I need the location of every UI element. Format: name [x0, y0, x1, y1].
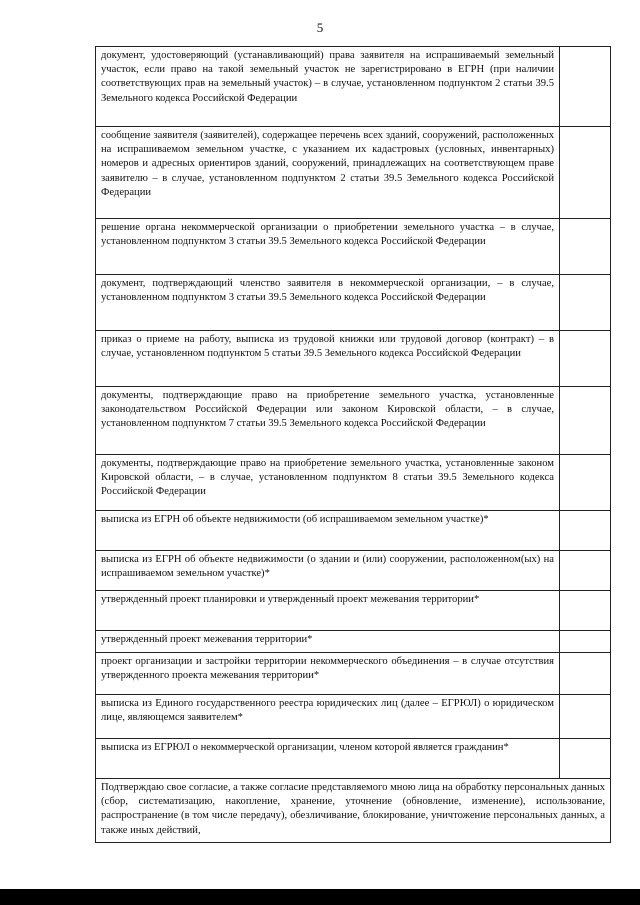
document-description: сообщение заявителя (заявителей), содержащее перечень всех зданий, сооружений, расположенных на испрашиваемом земельном участке, с указанием их кадастровых (условных, инвентарных) номеров и адресных ориентиров зданий, сооружений, принадлежащих на соответствующем праве заявителю – в случае, установленном подпунктом 2 статьи 39.5 Земельного кодекса Российской Федерации	[96, 127, 560, 219]
checkbox-cell[interactable]	[560, 387, 611, 455]
document-description: утвержденный проект планировки и утвержденный проект межевания территории*	[96, 591, 560, 631]
checkbox-cell[interactable]	[560, 127, 611, 219]
document-description: документ, подтверждающий членство заявителя в некоммерческой организации, – в случае, установленном подпунктом 3 статьи 39.5 Земельного кодекса Российской Федерации	[96, 275, 560, 331]
documents-table-body	[96, 47, 611, 843]
document-row	[96, 551, 611, 591]
checkbox-cell[interactable]	[560, 331, 611, 387]
document-row	[96, 455, 611, 511]
document-row	[96, 511, 611, 551]
checkbox-cell[interactable]	[560, 455, 611, 511]
document-description: документ, удостоверяющий (устанавливающий) права заявителя на испрашиваемый земельный участок, если право на такой земельный участок не зарегистрировано в ЕГРН (при наличии соответствующих прав на земельный участок) – в случае, установленном подпунктом 2 статьи 39.5 Земельного кодекса Российской Федерации	[96, 47, 560, 127]
checkbox-cell[interactable]	[560, 739, 611, 779]
checkbox-cell[interactable]	[560, 511, 611, 551]
document-description: приказ о приеме на работу, выписка из трудовой книжки или трудовой договор (контракт) – в случае, установленном подпунктом 5 статьи 39.5 Земельного кодекса Российской Федерации	[96, 331, 560, 387]
document-description: решение органа некоммерческой организации о приобретении земельного участка – в случае, установленном подпунктом 3 статьи 39.5 Земельного кодекса Российской Федерации	[96, 219, 560, 275]
checkbox-cell[interactable]	[560, 695, 611, 739]
document-row	[96, 219, 611, 275]
checkbox-cell[interactable]	[560, 551, 611, 591]
document-description: выписка из Единого государственного реестра юридических лиц (далее – ЕГРЮЛ) о юридическом лице, являющемся заявителем*	[96, 695, 560, 739]
document-row	[96, 591, 611, 631]
consent-text: Подтверждаю свое согласие, а также согласие представляемого мною лица на обработку персональных данных (сбор, систематизацию, накопление, хранение, уточнение (обновление, изменение), использование, распространение (в том числе передачу), обезличивание, блокирование, уничтожение персональных данных, а также иных действий,	[96, 779, 611, 843]
document-description: проект организации и застройки территории некоммерческого объединения – в случае отсутствия утвержденного проекта межевания территории*	[96, 653, 560, 695]
checkbox-cell[interactable]	[560, 47, 611, 127]
document-description: выписка из ЕГРН об объекте недвижимости (о здании и (или) сооружении, расположенном(ых) на испрашиваемом земельном участке)*	[96, 551, 560, 591]
document-row	[96, 387, 611, 455]
scan-edge-bar	[0, 889, 640, 905]
document-description: утвержденный проект межевания территории*	[96, 631, 560, 653]
checkbox-cell[interactable]	[560, 653, 611, 695]
document-row	[96, 695, 611, 739]
document-description: документы, подтверждающие право на приобретение земельного участка, установленные законодательством Российской Федерации или законом Кировской области, – в случае, установленном подпунктом 7 статьи 39.5 Земельного кодекса Российской Федерации	[96, 387, 560, 455]
documents-table	[95, 46, 611, 843]
checkbox-cell[interactable]	[560, 219, 611, 275]
document-row	[96, 47, 611, 127]
document-row	[96, 331, 611, 387]
document-row	[96, 739, 611, 779]
page-number: 5	[316, 20, 324, 35]
document-row	[96, 127, 611, 219]
document-description: выписка из ЕГРЮЛ о некоммерческой организации, членом которой является гражданин*	[96, 739, 560, 779]
document-description: документы, подтверждающие право на приобретение земельного участка, установленные законом Кировской области, – в случае, установленном подпунктом 8 статьи 39.5 Земельного кодекса Российской Федерации	[96, 455, 560, 511]
document-row	[96, 631, 611, 653]
document-row	[96, 653, 611, 695]
checkbox-cell[interactable]	[560, 275, 611, 331]
checkbox-cell[interactable]	[560, 591, 611, 631]
document-row	[96, 275, 611, 331]
document-description: выписка из ЕГРН об объекте недвижимости (об испрашиваемом земельном участке)*	[96, 511, 560, 551]
consent-row	[96, 779, 611, 843]
checkbox-cell[interactable]	[560, 631, 611, 653]
